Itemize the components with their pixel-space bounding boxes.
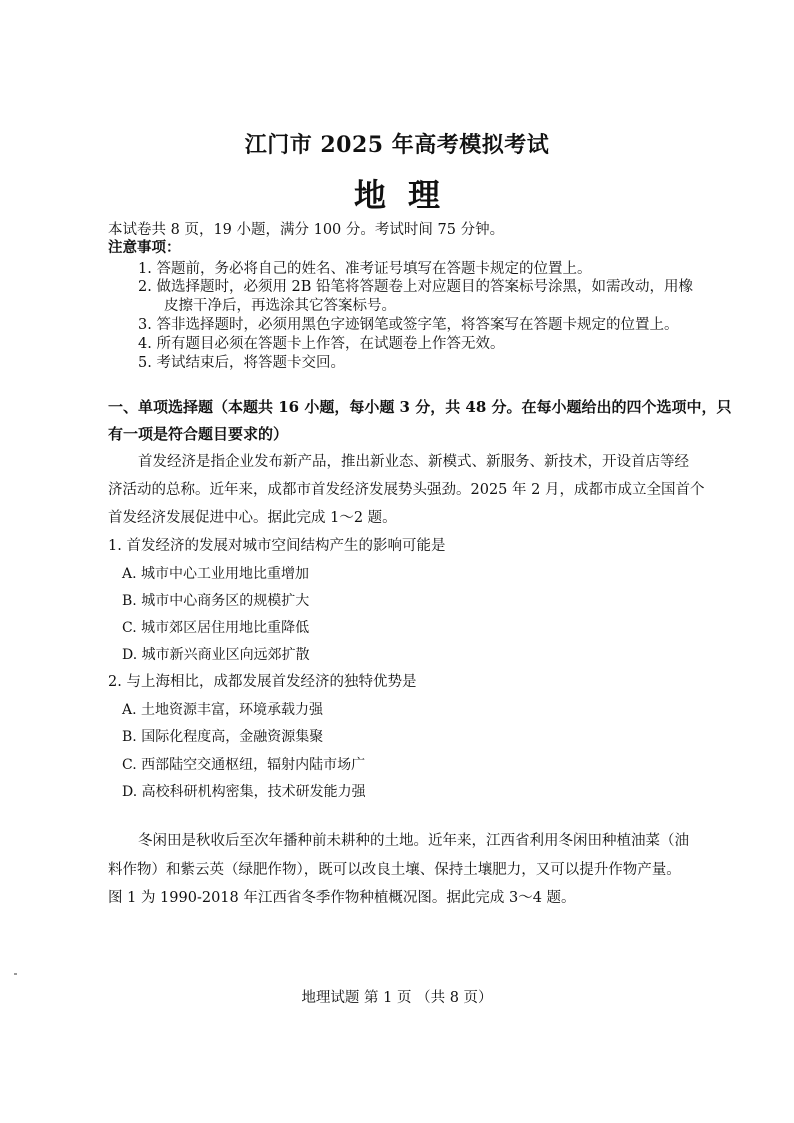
answer-option: B. 国际化程度高，金融资源集聚 <box>122 729 324 745</box>
answer-option: C. 西部陆空交通枢纽，辐射内陆市场广 <box>122 757 366 773</box>
passage-line: 首发经济是指企业发布新产品，推出新业态、新模式、新服务、新技术，开设首店等经 <box>138 454 689 470</box>
scan-speck <box>14 973 17 975</box>
exam-intro: 本试卷共 8 页，19 小题，满分 100 分。考试时间 75 分钟。 <box>108 222 505 238</box>
page-footer: 地理试题 第 1 页 （共 8 页） <box>301 990 493 1006</box>
subject-title: 地理 <box>353 176 462 214</box>
section-heading: 一、单项选择题（本题共 16 小题，每小题 3 分，共 48 分。在每小题给出的四个选项中，只 <box>108 398 732 416</box>
notice-item: 1. 答题前，务必将自己的姓名、准考证号填写在答题卡规定的位置上。 <box>138 261 592 277</box>
exam-title: 江门市 2025 年高考模拟考试 <box>244 132 550 158</box>
section-heading: 有一项是符合题目要求的） <box>108 425 289 443</box>
passage-line: 首发经济发展促进中心。据此完成 1～2 题。 <box>108 510 397 526</box>
notice-item: 皮擦干净后，再选涂其它答案标号。 <box>164 298 396 314</box>
notice-item: 3. 答非选择题时，必须用黑色字迹钢笔或签字笔，将答案写在答题卡规定的位置上。 <box>138 317 679 333</box>
passage-line: 图 1 为 1990-2018 年江西省冬季作物种植概况图。据此完成 3～4 题。 <box>108 890 576 906</box>
passage-line: 料作物）和紫云英（绿肥作物），既可以改良土壤、保持土壤肥力，又可以提升作物产量。 <box>108 862 681 878</box>
answer-option: D. 城市新兴商业区向远郊扩散 <box>122 647 310 663</box>
answer-option: B. 城市中心商务区的规模扩大 <box>122 593 310 609</box>
notice-item: 5. 考试结束后，将答题卡交回。 <box>138 355 345 371</box>
passage-line: 冬闲田是秋收后至次年播种前未耕种的土地。近年来，江西省利用冬闲田种植油菜（油 <box>138 833 689 849</box>
passage-line: 济活动的总称。近年来，成都市首发经济发展势头强劲。2025 年 2 月，成都市成立全国首个 <box>108 482 705 498</box>
question-stem: 2. 与上海相比，成都发展首发经济的独特优势是 <box>108 674 417 690</box>
notice-item: 2. 做选择题时，必须用 2B 铅笔将答题卷上对应题目的答案标号涂黑，如需改动，用橡 <box>138 279 694 295</box>
notice-item: 4. 所有题目必须在答题卡上作答，在试题卷上作答无效。 <box>138 336 505 352</box>
question-stem: 1. 首发经济的发展对城市空间结构产生的影响可能是 <box>108 538 446 554</box>
answer-option: C. 城市郊区居住用地比重降低 <box>122 620 310 636</box>
answer-option: A. 城市中心工业用地比重增加 <box>122 566 310 582</box>
answer-option: D. 高校科研机构密集，技术研发能力强 <box>122 784 366 800</box>
notice-heading: 注意事项： <box>108 239 181 256</box>
answer-option: A. 土地资源丰富，环境承载力强 <box>122 702 324 718</box>
